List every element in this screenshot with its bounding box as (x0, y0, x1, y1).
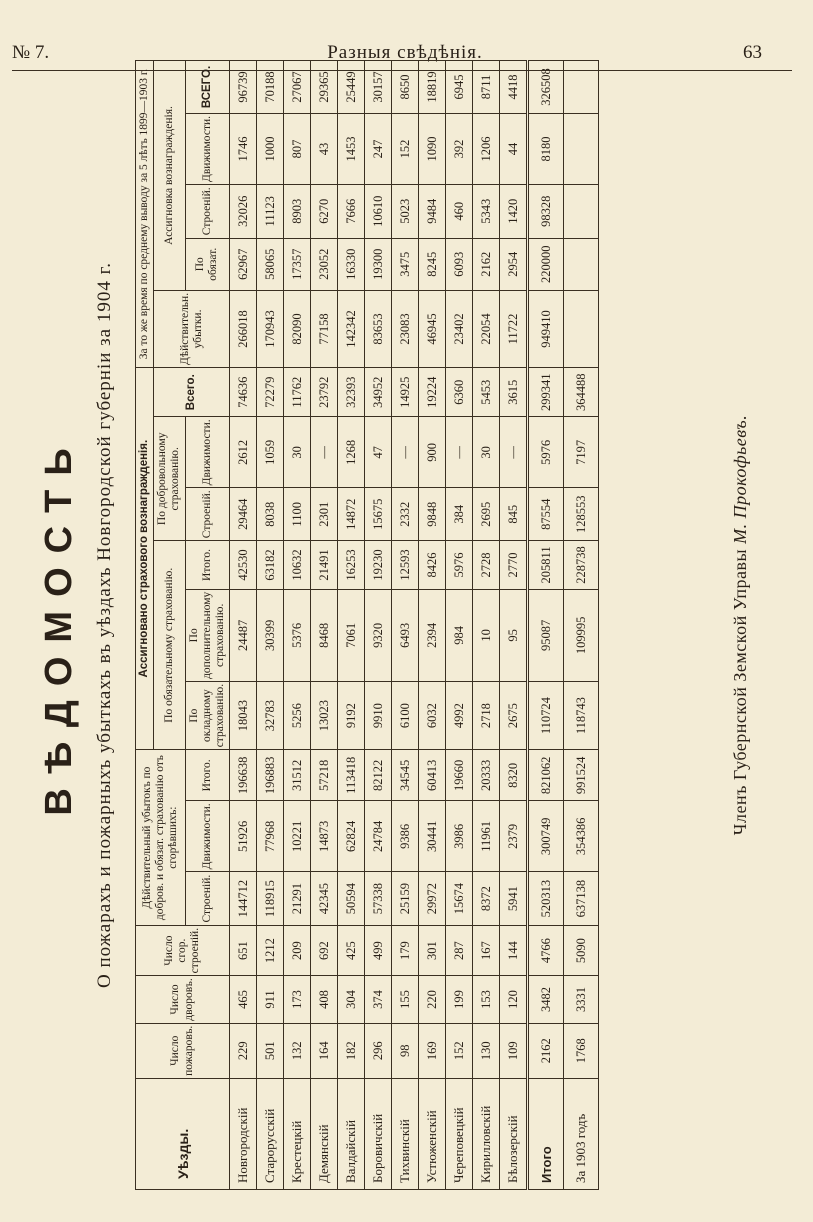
prev-year-row (564, 61, 599, 1190)
table-cell: 2770 (500, 541, 528, 589)
table-cell: 465 (230, 976, 257, 1023)
table-cell: 8711 (473, 61, 500, 114)
table-cell: 460 (446, 185, 473, 239)
table-cell: 296 (365, 1023, 392, 1078)
table-cell: 152 (446, 1023, 473, 1078)
table-cell: 95087 (528, 589, 564, 681)
table-cell: 299341 (528, 368, 564, 417)
table-cell: 15675 (365, 488, 392, 541)
header-dopoln: По дополнительному страхованію. (185, 589, 230, 681)
table-cell: 83653 (365, 290, 392, 367)
table-cell: 911 (257, 976, 284, 1023)
table-cell: 408 (311, 976, 338, 1023)
table-cell: 42345 (311, 872, 338, 926)
table-cell: 247 (365, 113, 392, 184)
table-cell: 167 (473, 925, 500, 975)
table-cell: 98 (392, 1023, 419, 1078)
table-cell: 304 (338, 976, 365, 1023)
table-cell: 1420 (500, 185, 528, 239)
table-cell: 6360 (446, 368, 473, 417)
table-cell: 144 (500, 925, 528, 975)
table-cell: 11722 (500, 290, 528, 367)
table-row (338, 61, 365, 1190)
table-cell: 384 (446, 488, 473, 541)
table-cell: 14872 (338, 488, 365, 541)
table-cell: 12593 (392, 541, 419, 589)
table-cell: 15674 (446, 872, 473, 926)
table-cell (564, 61, 599, 114)
table-cell: 6945 (446, 61, 473, 114)
table-cell: 50594 (338, 872, 365, 926)
table-cell: 63182 (257, 541, 284, 589)
uezd-name: Демянскій (311, 1078, 338, 1189)
table-cell: 51926 (230, 801, 257, 872)
table-cell: 11762 (284, 368, 311, 417)
table-cell: 1268 (338, 417, 365, 488)
table-cell: 164 (311, 1023, 338, 1078)
table-cell: 30441 (419, 801, 446, 872)
table-cell: 5343 (473, 185, 500, 239)
table-row (446, 61, 473, 1190)
header-obyaz: По обязательному страхованію. (154, 541, 185, 750)
table-cell: 96739 (230, 61, 257, 114)
header-stroeniy: Число сгор. строеній. (136, 925, 230, 975)
table-cell: 5976 (528, 417, 564, 488)
uezd-name: Старорусскій (257, 1078, 284, 1189)
table-cell: 8038 (257, 488, 284, 541)
table-cell: 24784 (365, 801, 392, 872)
uezd-name: Новгородскій (230, 1078, 257, 1189)
table-row (419, 61, 446, 1190)
table-cell: 1212 (257, 925, 284, 975)
rotated-table-block (30, 60, 790, 1190)
table-cell: 27067 (284, 61, 311, 114)
table-cell: 31512 (284, 750, 311, 801)
table-cell: 2728 (473, 541, 500, 589)
table-cell (564, 290, 599, 367)
table-cell: 11123 (257, 185, 284, 239)
table-cell: 2332 (392, 488, 419, 541)
table-cell: — (311, 417, 338, 488)
table-row (257, 61, 284, 1190)
uezd-name: Череповецкій (446, 1078, 473, 1189)
table-cell: 29972 (419, 872, 446, 926)
table-cell: 14873 (311, 801, 338, 872)
table-row (284, 61, 311, 1190)
table-cell: 57218 (311, 750, 338, 801)
table-cell: 209 (284, 925, 311, 975)
table-cell: 520313 (528, 872, 564, 926)
table-cell: 42530 (230, 541, 257, 589)
table-cell: 1206 (473, 113, 500, 184)
table-row (392, 61, 419, 1190)
table-cell: 18043 (230, 681, 257, 749)
table-cell: 5090 (564, 925, 599, 975)
fire-losses-table (135, 60, 599, 1190)
header-dvizh-2: Движимости. (185, 417, 230, 488)
signature (730, 60, 751, 1190)
table-cell: 30157 (365, 61, 392, 114)
table-cell: 2695 (473, 488, 500, 541)
table-cell: 182 (338, 1023, 365, 1078)
table-cell: 7197 (564, 417, 599, 488)
header-vsego: Всего. (154, 368, 230, 417)
table-cell: 5256 (284, 681, 311, 749)
uezd-name: Валдайскій (338, 1078, 365, 1189)
table-cell: 5376 (284, 589, 311, 681)
table-cell: 34952 (365, 368, 392, 417)
table-cell: 196883 (257, 750, 284, 801)
table-cell: 155 (392, 976, 419, 1023)
table-cell: 60413 (419, 750, 446, 801)
signature-name: М. Прокофьевъ. (730, 414, 750, 544)
table-cell (564, 185, 599, 239)
header-dvorov: Число дворовъ. (136, 976, 230, 1023)
table-cell: 132 (284, 1023, 311, 1078)
table-cell: 5023 (392, 185, 419, 239)
table-cell: 9848 (419, 488, 446, 541)
table-cell: 3986 (446, 801, 473, 872)
table-cell: 16253 (338, 541, 365, 589)
table-cell: 109 (500, 1023, 528, 1078)
table-cell: 4766 (528, 925, 564, 975)
header-assign-voz: Ассигновка вознагражденія. (154, 61, 185, 291)
table-cell: 3475 (392, 238, 419, 290)
table-cell: 19660 (446, 750, 473, 801)
uezd-name: Кирилловскій (473, 1078, 500, 1189)
table-cell: 62824 (338, 801, 365, 872)
table-cell: — (446, 417, 473, 488)
table-cell (564, 113, 599, 184)
table-cell: 19224 (419, 368, 446, 417)
table-cell: 9320 (365, 589, 392, 681)
table-cell: 6100 (392, 681, 419, 749)
table-cell: 23792 (311, 368, 338, 417)
table-cell: 2379 (500, 801, 528, 872)
table-cell: 25159 (392, 872, 419, 926)
uezd-name: Итого (528, 1078, 564, 1189)
table-cell: 142342 (338, 290, 365, 367)
uezd-name: Бѣлозерскій (500, 1078, 528, 1189)
table-cell: 266018 (230, 290, 257, 367)
table-cell: 2718 (473, 681, 500, 749)
document-title: ВѢДОМОСТЬ (38, 434, 80, 816)
table-cell: 6093 (446, 238, 473, 290)
table-cell: 10610 (365, 185, 392, 239)
table-cell: 2675 (500, 681, 528, 749)
table-cell: 30 (284, 417, 311, 488)
table-row (473, 61, 500, 1190)
table-cell: 32783 (257, 681, 284, 749)
header-uezdy: Уѣзды. (136, 1078, 230, 1189)
header-itogo-1: Итого. (185, 750, 230, 801)
table-cell: 4992 (446, 681, 473, 749)
table-body (230, 61, 599, 1190)
table-cell: 425 (338, 925, 365, 975)
table-cell (564, 238, 599, 290)
table-cell: 20333 (473, 750, 500, 801)
table-row (365, 61, 392, 1190)
signature-text: Членъ Губернской Земской Управы (730, 543, 750, 836)
table-cell: 72279 (257, 368, 284, 417)
table-cell: 807 (284, 113, 311, 184)
table-cell: 98328 (528, 185, 564, 239)
table-row (311, 61, 338, 1190)
table-cell: 949410 (528, 290, 564, 367)
table-cell: 14925 (392, 368, 419, 417)
table-cell: 11961 (473, 801, 500, 872)
table-cell: 47 (365, 417, 392, 488)
table-cell: 23402 (446, 290, 473, 367)
table-cell: 9910 (365, 681, 392, 749)
table-cell: 9484 (419, 185, 446, 239)
table-cell: 205811 (528, 541, 564, 589)
table-cell: 43 (311, 113, 338, 184)
table-cell: — (500, 417, 528, 488)
table-cell: 32026 (230, 185, 257, 239)
table-cell: 9192 (338, 681, 365, 749)
table-cell: 501 (257, 1023, 284, 1078)
table-cell: 58065 (257, 238, 284, 290)
table-cell: 18819 (419, 61, 446, 114)
table-cell: 17357 (284, 238, 311, 290)
table-cell: 1746 (230, 113, 257, 184)
table-cell: 3331 (564, 976, 599, 1023)
table-cell: 5453 (473, 368, 500, 417)
table-cell: 21291 (284, 872, 311, 926)
table-cell: 2394 (419, 589, 446, 681)
table-cell: 169 (419, 1023, 446, 1078)
table-cell: 10 (473, 589, 500, 681)
header-stro-enij: Строеній. (185, 185, 230, 239)
table-cell: 110724 (528, 681, 564, 749)
table-cell: 300749 (528, 801, 564, 872)
table-row (230, 61, 257, 1190)
table-cell: 8426 (419, 541, 446, 589)
header-itogo-2: Итого. (185, 541, 230, 589)
table-cell: 46945 (419, 290, 446, 367)
table-cell: 9386 (392, 801, 419, 872)
table-cell: 30399 (257, 589, 284, 681)
table-cell: 900 (419, 417, 446, 488)
uezd-name: Боровичскій (365, 1078, 392, 1189)
table-cell: 13023 (311, 681, 338, 749)
table-cell: 8245 (419, 238, 446, 290)
table-cell: 8320 (500, 750, 528, 801)
table-cell: 220000 (528, 238, 564, 290)
table-cell: 153 (473, 976, 500, 1023)
table-cell: 8650 (392, 61, 419, 114)
table-cell: 392 (446, 113, 473, 184)
table-cell: 499 (365, 925, 392, 975)
page-number: 63 (743, 42, 762, 63)
table-cell: 3482 (528, 976, 564, 1023)
header-dejstv-ub: Дѣйствительн. убытки. (154, 290, 230, 367)
table-cell: 984 (446, 589, 473, 681)
table-cell: 44 (500, 113, 528, 184)
table-row (500, 61, 528, 1190)
table-cell: 7666 (338, 185, 365, 239)
table-cell: 128553 (564, 488, 599, 541)
table-cell: 301 (419, 925, 446, 975)
table-cell: 22054 (473, 290, 500, 367)
table-cell: 821062 (528, 750, 564, 801)
table-cell: 25449 (338, 61, 365, 114)
header-dvizh-mosti: Движимости. (185, 113, 230, 184)
table-cell: 29464 (230, 488, 257, 541)
uezd-name: Тихвинскій (392, 1078, 419, 1189)
table-cell: 1453 (338, 113, 365, 184)
table-cell: 32393 (338, 368, 365, 417)
table-cell: 2301 (311, 488, 338, 541)
table-cell: 113418 (338, 750, 365, 801)
header-pozharov: Число пожаровъ. (136, 1023, 230, 1078)
table-cell: 173 (284, 976, 311, 1023)
table-cell: 287 (446, 925, 473, 975)
document-subtitle: О пожарахъ и пожарныхъ убыткахъ въ уѣздахъ Новгородской губерніи за 1904 г. (94, 261, 115, 989)
header-dobrov: По добровольному страхованію. (154, 417, 185, 541)
header-assign-group: Ассигновано страхового вознагражденія. (136, 368, 154, 750)
table-cell: 144712 (230, 872, 257, 926)
table-cell: 8903 (284, 185, 311, 239)
header-stroen-2: Строеній. (185, 488, 230, 541)
uezd-name: Устюженскій (419, 1078, 446, 1189)
table-cell: 6270 (311, 185, 338, 239)
table-cell: 354386 (564, 801, 599, 872)
table-cell: 2162 (528, 1023, 564, 1078)
header-avg-group: За то же время по среднему выводу за 5 лѣтъ 1899—1903 г. (136, 61, 154, 368)
table-cell: 118915 (257, 872, 284, 926)
table-cell: 30 (473, 417, 500, 488)
table-cell: 62967 (230, 238, 257, 290)
table-cell: 82090 (284, 290, 311, 367)
table-cell: 4418 (500, 61, 528, 114)
table-cell: 24487 (230, 589, 257, 681)
header-stroen: Строеній. (185, 872, 230, 926)
table-cell: 229 (230, 1023, 257, 1078)
table-cell: 29365 (311, 61, 338, 114)
table-cell: 130 (473, 1023, 500, 1078)
table-cell: 228738 (564, 541, 599, 589)
table-cell: 8180 (528, 113, 564, 184)
table-cell: 5941 (500, 872, 528, 926)
table-cell: 77158 (311, 290, 338, 367)
uezd-name: Крестецкій (284, 1078, 311, 1189)
section-title: Разныя свѣдѣнія. (327, 42, 483, 63)
table-cell: 651 (230, 925, 257, 975)
table-cell: 109995 (564, 589, 599, 681)
table-cell: 991524 (564, 750, 599, 801)
table-cell: 692 (311, 925, 338, 975)
total-row (528, 61, 564, 1190)
table-cell: 118743 (564, 681, 599, 749)
table-cell: 5976 (446, 541, 473, 589)
table-cell: 34545 (392, 750, 419, 801)
table-cell: 19230 (365, 541, 392, 589)
table-cell: 120 (500, 976, 528, 1023)
table-cell: 16330 (338, 238, 365, 290)
table-cell: 10632 (284, 541, 311, 589)
table-cell: 57338 (365, 872, 392, 926)
table-cell: 1100 (284, 488, 311, 541)
header-po-obyaz: По обязат. (185, 238, 230, 290)
header-oklad: По окладному страхованію. (185, 681, 230, 749)
table-cell: 1000 (257, 113, 284, 184)
table-cell: 23052 (311, 238, 338, 290)
table-cell: 152 (392, 113, 419, 184)
table-cell: 2162 (473, 238, 500, 290)
table-cell: 2954 (500, 238, 528, 290)
issue-number: № 7. (12, 42, 50, 63)
table-cell: 19300 (365, 238, 392, 290)
table-cell: 170943 (257, 290, 284, 367)
table-cell: 637138 (564, 872, 599, 926)
table-cell: 2612 (230, 417, 257, 488)
table-cell: 77968 (257, 801, 284, 872)
table-cell: 6032 (419, 681, 446, 749)
table-cell: 6493 (392, 589, 419, 681)
table-cell: 21491 (311, 541, 338, 589)
table-cell: 74636 (230, 368, 257, 417)
table-cell: 179 (392, 925, 419, 975)
table-cell: 3615 (500, 368, 528, 417)
uezd-name: За 1903 годъ (564, 1078, 599, 1189)
table-cell: 326508 (528, 61, 564, 114)
table-cell: 95 (500, 589, 528, 681)
table-cell: 364488 (564, 368, 599, 417)
table-cell: 23083 (392, 290, 419, 367)
table-cell: 1090 (419, 113, 446, 184)
header-vsego-2: ВСЕГО. (185, 61, 230, 114)
table-cell: 374 (365, 976, 392, 1023)
table-cell: 845 (500, 488, 528, 541)
table-cell: 70188 (257, 61, 284, 114)
header-dvizh: Движимости. (185, 801, 230, 872)
table-cell: 199 (446, 976, 473, 1023)
table-cell: 82122 (365, 750, 392, 801)
table-cell: 87554 (528, 488, 564, 541)
table-cell: 1768 (564, 1023, 599, 1078)
header-deystv-group: Дѣйствительный убытокъ по добров. и обязат. страхованію отъ сгорѣвшихъ: (136, 750, 186, 926)
table-cell: 196638 (230, 750, 257, 801)
table-cell: 8372 (473, 872, 500, 926)
table-cell: 1059 (257, 417, 284, 488)
table-cell: 10221 (284, 801, 311, 872)
table-cell: — (392, 417, 419, 488)
table-cell: 220 (419, 976, 446, 1023)
table-cell: 7061 (338, 589, 365, 681)
table-cell: 8468 (311, 589, 338, 681)
